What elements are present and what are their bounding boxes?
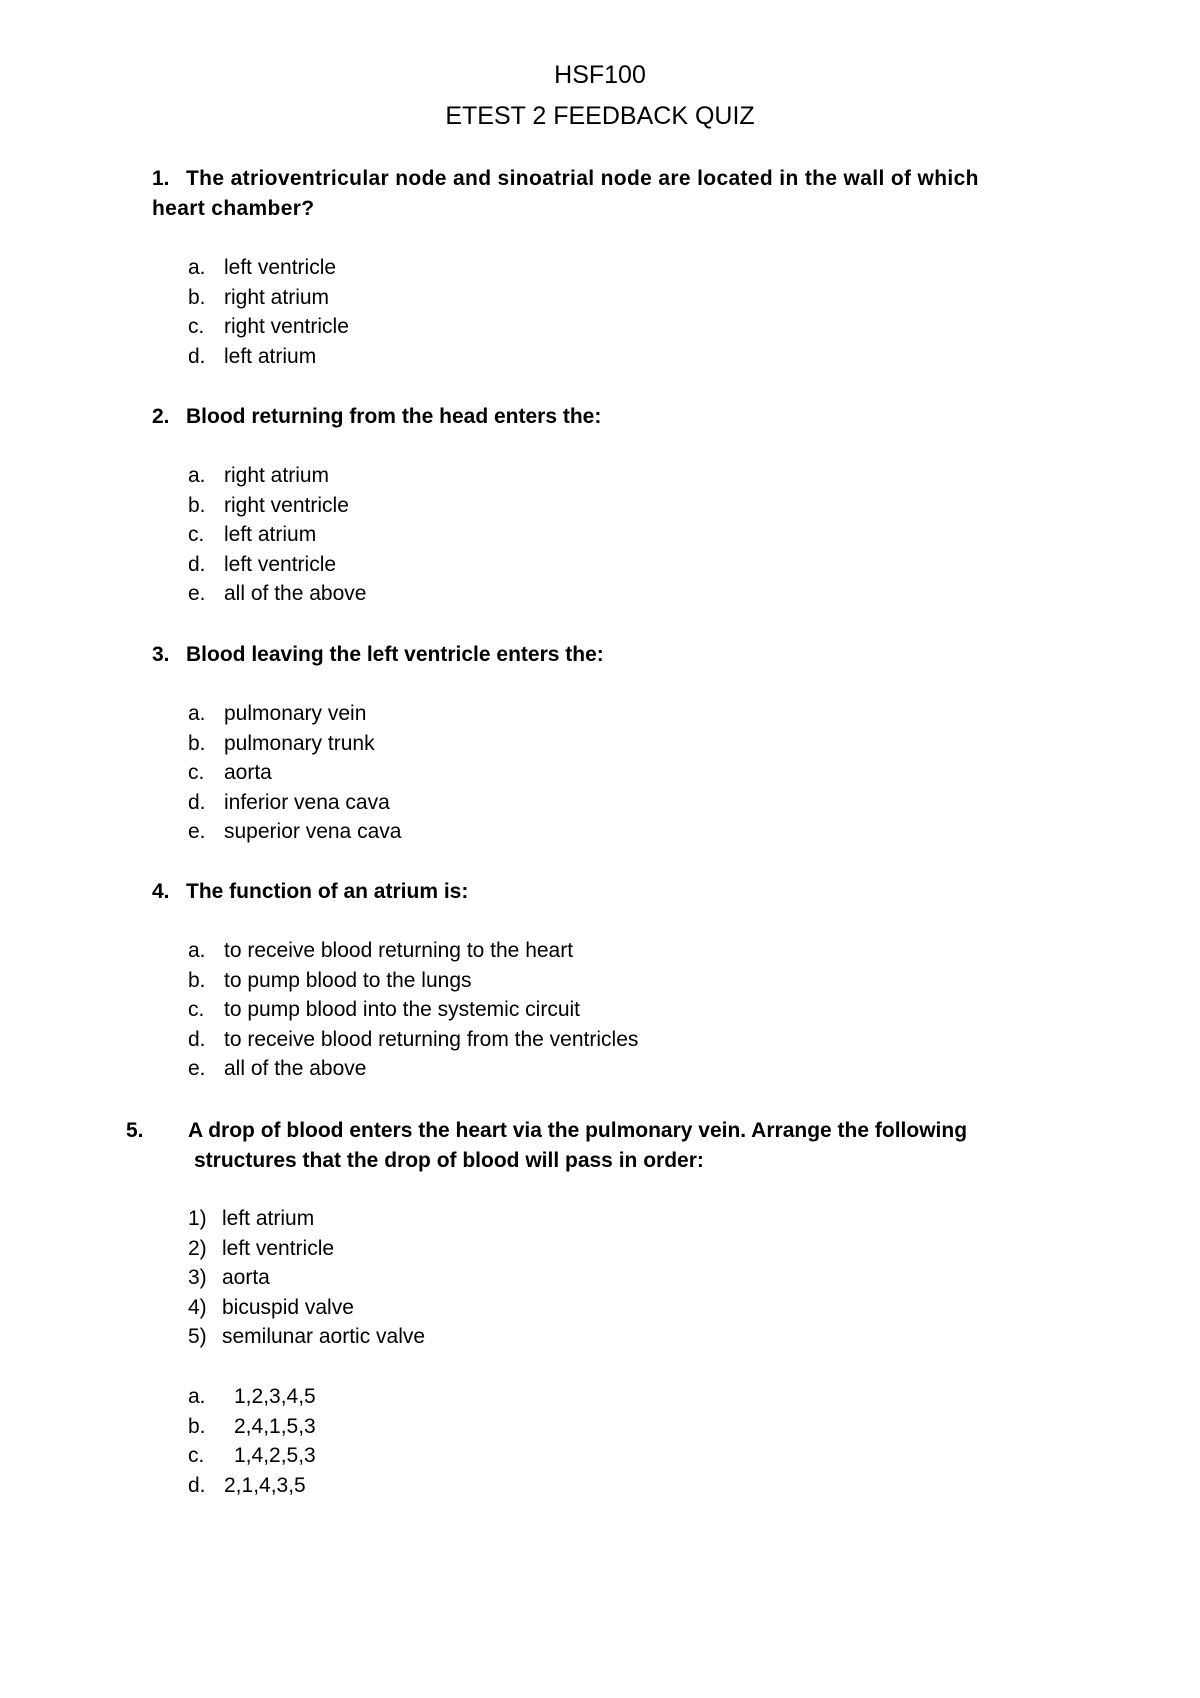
question-number: 1.: [152, 167, 170, 190]
option-1a[interactable]: a. left ventricle: [188, 256, 337, 279]
question-number: 4.: [152, 880, 170, 903]
question-text: The function of an atrium is:: [186, 880, 469, 903]
page-title: ETEST 2 FEEDBACK QUIZ: [445, 102, 755, 130]
structures-q5: [188, 1204, 425, 1352]
option-3a[interactable]: a. pulmonary vein: [188, 702, 367, 725]
question-number: 3.: [152, 643, 170, 666]
option-4a[interactable]: a. to receive blood returning to the heart: [188, 939, 574, 962]
question-text: The atrioventricular node and sinoatrial node are located in the wall of which heart chamber?: [152, 167, 979, 220]
question-3: [152, 640, 992, 670]
option-3e[interactable]: e. superior vena cava: [188, 820, 402, 844]
option-1b[interactable]: b. right atrium: [188, 285, 330, 309]
option-1c[interactable]: c. right ventricle: [188, 315, 349, 339]
options-q2: [188, 461, 366, 609]
question-text: Blood returning from the head enters the:: [186, 405, 602, 428]
option-2a[interactable]: a. right atrium: [188, 464, 330, 487]
question-text: A drop of blood enters the heart via the pulmonary vein. Arrange the following structures that the drop of blood will pass in order:: [188, 1119, 968, 1172]
option-4d[interactable]: d. to receive blood returning from the ventricles: [188, 1027, 639, 1051]
question-1: [152, 164, 1002, 224]
option-2e[interactable]: e. all of the above: [188, 582, 367, 606]
option-5a[interactable]: a. 1,2,3,4,5: [188, 1385, 316, 1408]
option-5c[interactable]: c. 1,4,2,5,3: [188, 1444, 316, 1468]
options-q1: [188, 253, 349, 371]
option-5d[interactable]: d. 2,1,4,3,5: [188, 1473, 306, 1497]
option-3c[interactable]: c. aorta: [188, 761, 272, 785]
course-code: HSF100: [554, 61, 646, 89]
option-3d[interactable]: d. inferior vena cava: [188, 790, 390, 814]
question-text: Blood leaving the left ventricle enters the:: [186, 643, 604, 666]
options-q5: [188, 1382, 316, 1500]
option-4c[interactable]: c. to pump blood into the systemic circuit: [188, 998, 580, 1022]
option-2b[interactable]: b. right ventricle: [188, 493, 349, 517]
option-1d[interactable]: d. left atrium: [188, 344, 317, 368]
options-q3: [188, 699, 401, 847]
question-number: 5.: [126, 1119, 144, 1142]
option-2c[interactable]: c. left atrium: [188, 523, 317, 547]
structure-5: 5) semilunar aortic valve: [188, 1325, 426, 1349]
question-number: 2.: [152, 405, 170, 428]
option-4e[interactable]: e. all of the above: [188, 1057, 367, 1081]
question-5: [126, 1116, 1024, 1176]
options-q4: [188, 936, 638, 1084]
structure-2: 2) left ventricle: [188, 1236, 335, 1260]
question-4: [152, 877, 992, 907]
option-4b[interactable]: b. to pump blood to the lungs: [188, 968, 472, 992]
structure-3: 3) aorta: [188, 1266, 270, 1290]
structure-4: 4) bicuspid valve: [188, 1295, 354, 1319]
question-2: [152, 402, 992, 432]
option-3b[interactable]: b. pulmonary trunk: [188, 731, 375, 755]
option-5b[interactable]: b. 2,4,1,5,3: [188, 1414, 316, 1438]
option-2d[interactable]: d. left ventricle: [188, 552, 337, 576]
structure-1: 1) left atrium: [188, 1207, 315, 1230]
